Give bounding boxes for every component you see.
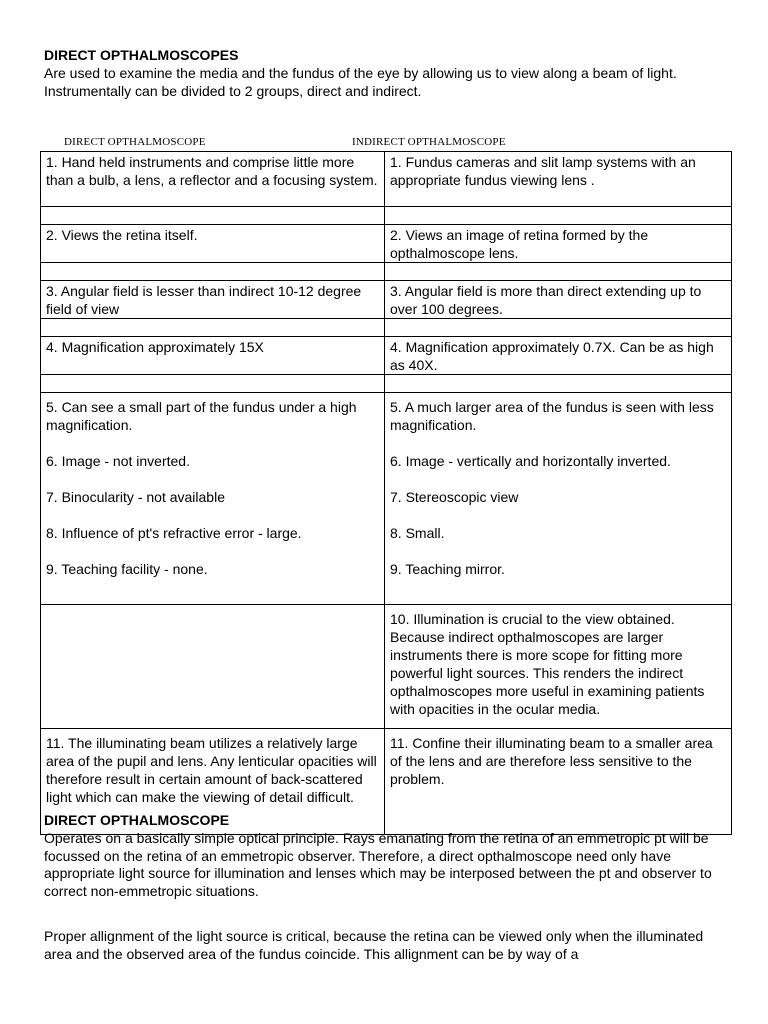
spacer-cell [41,263,385,281]
cell-direct-11: 11. The illuminating beam utilizes a relatively large area of the pupil and lens. Any lenticular opacities will therefore result in certain amount of back-scattered light which can make the viewing of detail difficult. [41,729,385,835]
cell-direct-10 [41,605,385,729]
table-spacer-row [41,375,732,393]
table-spacer-row [41,319,732,337]
comparison-table [40,151,732,835]
section-title-direct-opthalmoscopes: DIRECT OPTHALMOSCOPES [44,47,239,63]
cell-direct-2: 2. Views the retina itself. [41,225,385,263]
cell-indirect-2: 2. Views an image of retina formed by the opthalmoscope lens. [385,225,732,263]
cell-indirect-4: 4. Magnification approximately 0.7X. Can be as high as 40X. [385,337,732,375]
item-indirect-8: 8. Small. [390,525,445,541]
table-row [41,605,732,729]
cell-indirect-5-9 [385,393,732,605]
item-indirect-6: 6. Image - vertically and horizontally inverted. [390,453,671,469]
table-spacer-row [41,263,732,281]
spacer-cell [41,375,385,393]
table-row [41,281,732,319]
table-row [41,152,732,207]
item-direct-5: 5. Can see a small part of the fundus under a high magnification. [46,399,357,433]
section-title-direct-opthalmoscope: DIRECT OPTHALMOSCOPE [44,812,230,828]
item-indirect-7: 7. Stereoscopic view [390,489,519,505]
intro-paragraph: Are used to examine the media and the fundus of the eye by allowing us to view along a beam of light. Instrumentally can be divided to 2 groups, direct and indirect. [44,65,677,99]
table-row [41,393,732,605]
table-spacer-row [41,207,732,225]
cell-direct-1: 1. Hand held instruments and comprise little more than a bulb, a lens, a reflector and a focusing system. [41,152,385,207]
spacer-cell [385,375,732,393]
column-label-indirect: INDIRECT OPTHALMOSCOPE [352,136,506,148]
spacer-cell [385,263,732,281]
spacer-cell [41,207,385,225]
item-indirect-5: 5. A much larger area of the fundus is seen with less magnification. [390,399,714,433]
item-direct-9: 9. Teaching facility - none. [46,561,208,577]
cell-indirect-1: 1. Fundus cameras and slit lamp systems with an appropriate fundus viewing lens . [385,152,732,207]
spacer-cell [41,319,385,337]
cell-indirect-3: 3. Angular field is more than direct extending up to over 100 degrees. [385,281,732,319]
item-direct-7: 7. Binocularity - not available [46,489,225,505]
item-direct-6: 6. Image - not inverted. [46,453,190,469]
cell-indirect-11: 11. Confine their illuminating beam to a smaller area of the lens and are therefore less sensitive to the problem. [385,729,732,835]
table-column-labels [40,136,731,151]
cell-direct-3: 3. Angular field is lesser than indirect 10-12 degree field of view [41,281,385,319]
body-paragraph-1: Operates on a basically simple optical principle. Rays emanating from the retina of an emmetropic pt will be focussed on the retina of an emmetropic observer. Therefore, a direct opthalmoscope need only have appropriate light source for illumination and lenses which may be interposed between the pt and observer to correct non-emmetropic situations. [44,830,712,899]
item-direct-8: 8. Influence of pt's refractive error - large. [46,525,302,541]
cell-direct-4: 4. Magnification approximately 15X [41,337,385,375]
table-row [41,337,732,375]
spacer-cell [385,319,732,337]
spacer-cell [385,207,732,225]
body-paragraph-2: Proper allignment of the light source is critical, because the retina can be viewed only when the illuminated area and the observed area of the fundus coincide. This allignment can be by way of a [44,928,704,962]
table-row [41,225,732,263]
column-label-direct: DIRECT OPTHALMOSCOPE [64,136,206,148]
cell-direct-5-9 [41,393,385,605]
item-indirect-9: 9. Teaching mirror. [390,561,505,577]
cell-indirect-10: 10. Illumination is crucial to the view obtained. Because indirect opthalmoscopes are larger instruments there is more scope for fitting more powerful light sources. This renders the indirect opthalmoscopes more useful in examining patients with opacities in the ocular media. [385,605,732,729]
